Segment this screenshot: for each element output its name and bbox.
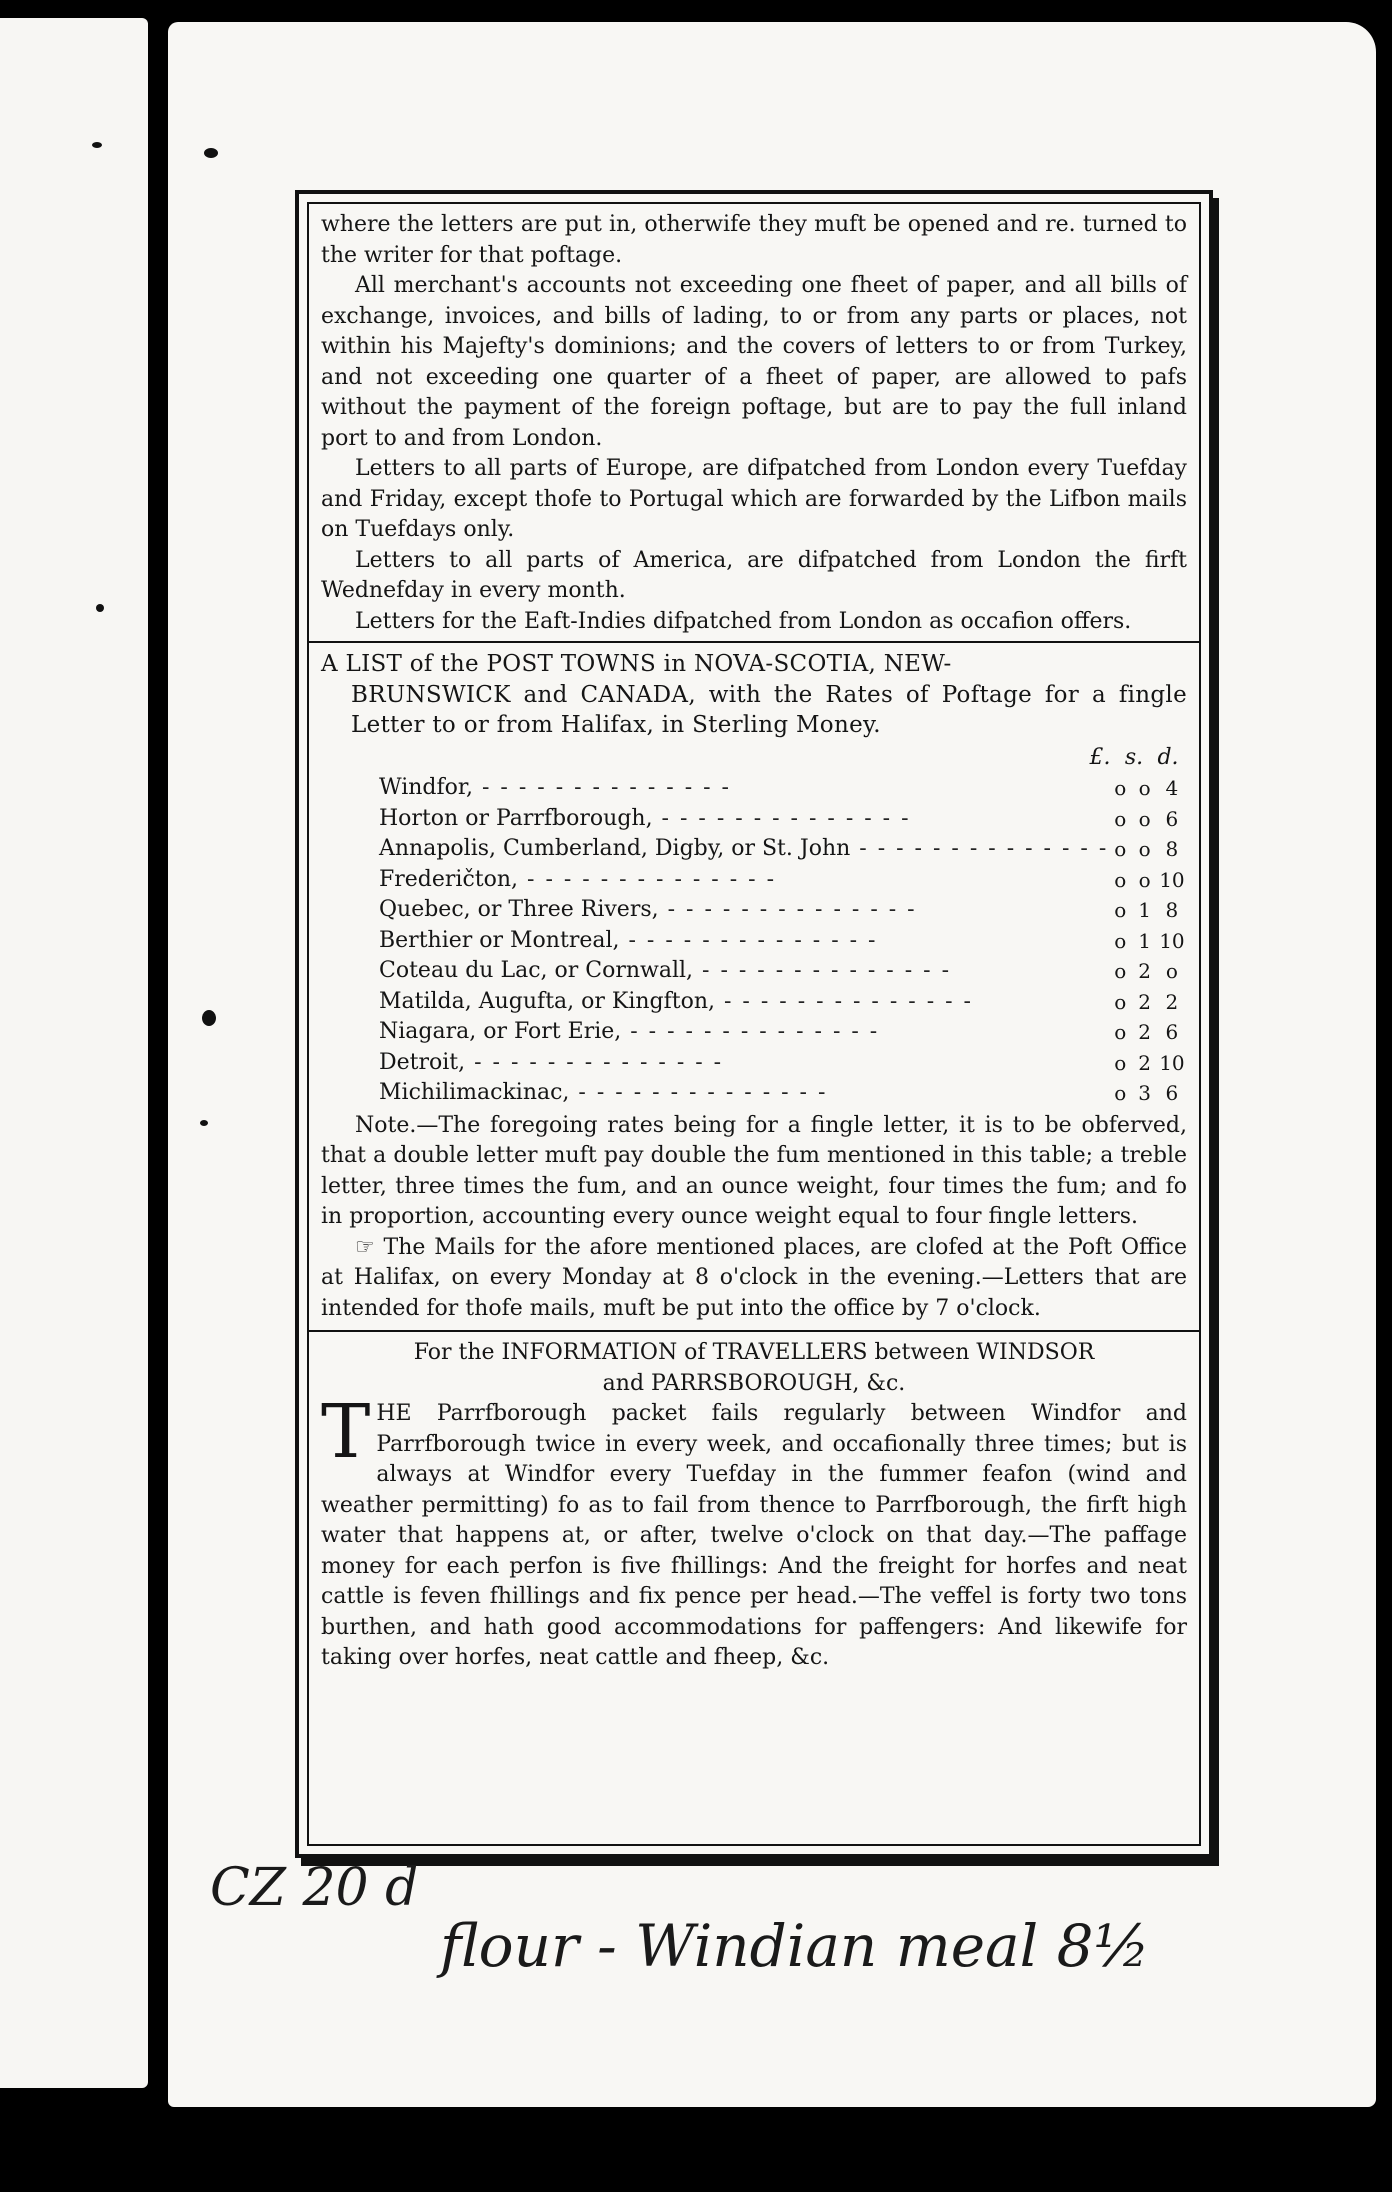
rate-row xyxy=(321,773,1187,804)
town-name: Frederičton, xyxy=(379,866,519,892)
rate-row xyxy=(321,865,1187,896)
pounds-cell: o xyxy=(1114,806,1127,831)
leader-dashes: - - - - - - - - - - - - - - xyxy=(473,775,731,800)
town-name: Quebec, or Three Rivers, xyxy=(379,897,659,922)
travellers-body xyxy=(321,1389,1187,1674)
pounds-cell: o xyxy=(1114,989,1127,1014)
town-cell xyxy=(321,987,1108,1018)
shillings-cell: o xyxy=(1138,776,1151,800)
rate-row xyxy=(321,956,1187,987)
town-name: Detroit, xyxy=(379,1049,466,1075)
pence-cell: 8 xyxy=(1165,898,1179,922)
pounds-cell: o xyxy=(1114,776,1127,800)
leader-dashes: - - - - - - - - - - - - - - xyxy=(518,866,777,892)
ink-speck xyxy=(96,604,104,612)
town-cell xyxy=(321,1048,1108,1079)
rate-row xyxy=(321,1048,1187,1079)
town-cell xyxy=(321,804,1108,835)
town-cell xyxy=(321,1017,1108,1048)
travellers-heading-line2: and PARRSBOROUGH, &c. xyxy=(602,1370,906,1396)
town-cell xyxy=(321,834,1108,865)
town-name: Windfor, xyxy=(379,775,473,800)
pence-cell: 6 xyxy=(1165,806,1179,831)
town-cell xyxy=(321,865,1108,896)
pence-cell: 6 xyxy=(1165,1081,1179,1105)
post-towns-heading-line1: A LIST of the POST TOWNS in NOVA-SCOTIA, NEW- xyxy=(321,651,952,677)
rates-table xyxy=(321,773,1187,1109)
pence-cell: 2 xyxy=(1165,989,1179,1014)
pence-cell: 10 xyxy=(1159,928,1185,953)
town-cell xyxy=(321,956,1108,987)
ink-speck xyxy=(92,142,102,148)
town-name: Michilimackinac, xyxy=(379,1080,570,1105)
mails-notice: ☞ The Mails for the afore mentioned places, are clofed at the Poft Office at Halifax, on every Monday at 8 o'clock in the evening.—Letters that are intended for thofe mails, muft be put into the office by 7 o'clock. xyxy=(321,1234,1187,1321)
ink-speck xyxy=(204,148,218,158)
section-divider xyxy=(309,641,1199,643)
pounds-cell: o xyxy=(1114,1020,1127,1044)
pounds-cell: o xyxy=(1114,837,1127,861)
postage-rules-section xyxy=(321,210,1187,637)
town-name: Niagara, or Fort Erie, xyxy=(379,1019,622,1044)
pounds-header: £. xyxy=(1089,744,1111,770)
rate-row xyxy=(321,834,1187,865)
pence-cell: 8 xyxy=(1165,837,1179,861)
leader-dashes: - - - - - - - - - - - - - - xyxy=(850,836,1109,861)
rule-paragraph-1: where the letters are put in, otherwife they muft be opened and re. turned to the writer for that poftage. xyxy=(321,212,1187,268)
shillings-cell: o xyxy=(1138,806,1151,831)
leader-dashes: - - - - - - - - - - - - - - xyxy=(569,1080,828,1105)
rate-row xyxy=(321,926,1187,957)
ink-speck xyxy=(202,1010,216,1026)
rates-note: Note.—The foregoing rates being for a fingle letter, it is to be obferved, that a double letter muft pay double the fum mentioned in this table; a treble letter, three times the fum, and an ounce weight, four times the fum; and fo in proportion, accounting every ounce weight equal to four fingle letters. xyxy=(321,1112,1187,1229)
shillings-cell: 1 xyxy=(1138,898,1151,922)
leader-dashes: - - - - - - - - - - - - - - xyxy=(693,958,952,983)
rate-row xyxy=(321,804,1187,835)
post-towns-heading-line2: BRUNSWICK and CANADA, with the Rates of Poftage for a fingle Letter to or from Halifax, in Sterling Money. xyxy=(351,681,1187,738)
post-towns-heading xyxy=(321,649,1187,741)
handwritten-note-line2: flour - Windian meal 8½ xyxy=(440,1912,1150,1980)
shillings-cell: 2 xyxy=(1138,959,1151,983)
pounds-cell: o xyxy=(1114,898,1127,922)
leader-dashes: - - - - - - - - - - - - - - xyxy=(658,897,917,922)
shillings-cell: 2 xyxy=(1138,1050,1151,1075)
pounds-cell: o xyxy=(1114,1081,1127,1105)
town-name: Horton or Parrfborough, xyxy=(379,805,653,831)
post-towns-section xyxy=(321,649,1187,1324)
pence-cell: 6 xyxy=(1165,1020,1179,1044)
rule-paragraph-5: Letters for the Eaft-Indies difpatched from London as occafion offers. xyxy=(355,608,1132,634)
pence-cell: 10 xyxy=(1159,867,1185,892)
shillings-header: s. xyxy=(1124,744,1144,770)
ink-speck xyxy=(200,1120,208,1126)
handwritten-note-line1: CZ 20 d xyxy=(210,1858,419,1918)
shillings-cell: 2 xyxy=(1138,1020,1151,1044)
inner-border xyxy=(307,202,1201,1846)
bordered-text-panel xyxy=(295,190,1213,1858)
pounds-cell: o xyxy=(1114,1050,1127,1075)
town-name: Berthier or Montreal, xyxy=(379,927,620,953)
pence-cell: 10 xyxy=(1159,1050,1185,1075)
travellers-heading-line1: For the INFORMATION of TRAVELLERS between WINDSOR xyxy=(413,1340,1095,1365)
travellers-section xyxy=(321,1338,1187,1674)
town-cell xyxy=(321,773,1108,804)
shillings-cell: o xyxy=(1138,867,1151,892)
shillings-cell: 3 xyxy=(1138,1081,1151,1105)
rates-column-headers xyxy=(321,743,1187,774)
shillings-cell: o xyxy=(1138,837,1151,861)
pounds-cell: o xyxy=(1114,928,1127,953)
rule-paragraph-2: All merchant's accounts not exceeding one fheet of paper, and all bills of exchange, invoices, and bills of lading, to or from any parts or places, not within his Majefty's dominions; and the covers of letters to or from Turkey, and not exceeding one quarter of a fheet of paper, are allowed to pafs without the payment of the foreign poftage, but are to pay the full inland port to and from London. xyxy=(321,273,1187,451)
rate-row xyxy=(321,1078,1187,1109)
pounds-cell: o xyxy=(1114,867,1127,892)
leader-dashes: - - - - - - - - - - - - - - xyxy=(465,1049,724,1075)
pounds-cell: o xyxy=(1114,959,1127,983)
rule-paragraph-4: Letters to all parts of America, are difpatched from London the firft Wednefday in every month. xyxy=(321,547,1187,603)
pence-cell: o xyxy=(1165,959,1178,983)
leader-dashes: - - - - - - - - - - - - - - xyxy=(652,805,911,831)
travellers-body-text: HE Parrfborough packet fails regularly between Windfor and Parrfborough twice in every week, and occafionally three times; but is always at Windfor every Tuefday in the fummer feafon (wind and weather permitting) fo as to fail from thence to Parrfborough, the firft high water that happens at, or after, twelve o'clock on that day.—The paffage money for each perfon is five fhillings: And the freight for horfes and neat cattle is feven fhillings and fix pence per head.—The veffel is forty two tons burthen, and hath good accommodations for paffengers: And likewife for taking over horfes, neat cattle and fheep, &c. xyxy=(321,1401,1187,1670)
rule-paragraph-3: Letters to all parts of Europe, are difpatched from London every Tuefday and Friday, except thofe to Portugal which are forwarded by the Lifbon mails on Tuefdays only. xyxy=(321,456,1187,542)
town-cell xyxy=(321,1078,1108,1109)
shillings-cell: 2 xyxy=(1138,989,1151,1014)
town-name: Annapolis, Cumberland, Digby, or St. John xyxy=(379,836,851,861)
town-name: Coteau du Lac, or Cornwall, xyxy=(379,958,694,983)
shillings-cell: 1 xyxy=(1138,928,1151,953)
rate-row xyxy=(321,895,1187,926)
town-cell xyxy=(321,895,1108,926)
leader-dashes: - - - - - - - - - - - - - - xyxy=(715,988,973,1014)
rate-row xyxy=(321,1017,1187,1048)
drop-cap: T xyxy=(321,1389,371,1475)
town-name: Matilda, Augufta, or Kingfton, xyxy=(379,988,716,1014)
town-cell xyxy=(321,926,1108,957)
leader-dashes: - - - - - - - - - - - - - - xyxy=(619,927,878,953)
section-divider xyxy=(309,1330,1199,1332)
pence-header: d. xyxy=(1157,744,1179,770)
pence-cell: 4 xyxy=(1165,776,1179,800)
leader-dashes: - - - - - - - - - - - - - - xyxy=(621,1019,880,1044)
facing-page-edge xyxy=(0,18,148,2088)
rate-row xyxy=(321,987,1187,1018)
